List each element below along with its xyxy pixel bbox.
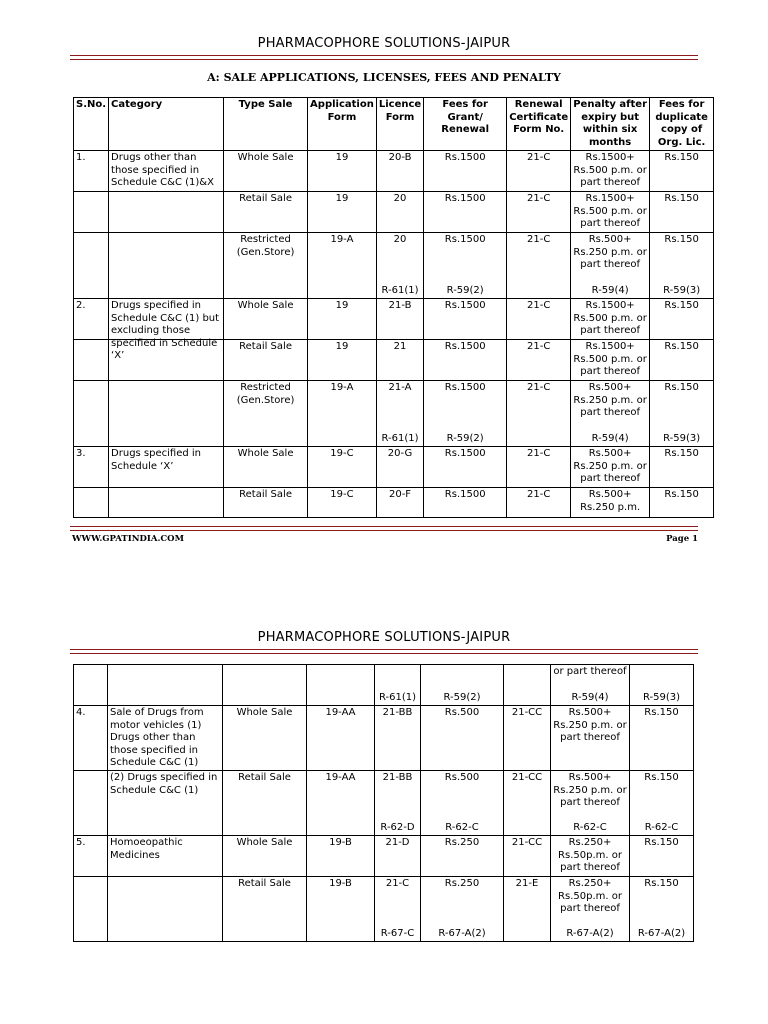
renewal-form-cell-text: 21-C: [526, 448, 551, 459]
application-form-cell-text: 19-B: [329, 878, 352, 889]
table-row: [74, 192, 714, 233]
fee-cell-text: Rs.250: [444, 837, 480, 848]
fee-cell-text: Rs.1500: [444, 193, 486, 204]
rule-reference: R-62-C: [644, 821, 679, 833]
type-sale-cell-text: Whole Sale: [237, 152, 294, 163]
duplicate-fee-cell: [650, 299, 714, 340]
penalty-cell-text: Rs.500+ Rs.250 p.m.: [580, 489, 641, 513]
application-form-cell: [308, 340, 377, 381]
fee-cell-text: Rs.500: [444, 707, 480, 718]
sno-cell: [74, 233, 109, 299]
fee-cell: [421, 877, 504, 942]
application-form-cell: [308, 299, 377, 340]
duplicate-fee-cell: [630, 877, 694, 942]
application-form-cell-text: 19-AA: [325, 772, 356, 783]
renewal-form-cell: [507, 233, 571, 299]
fee-cell-text: Rs.1500: [444, 448, 486, 459]
penalty-cell-text: Rs.1500+ Rs.500 p.m. or part thereof: [573, 300, 647, 336]
sno-cell: [74, 836, 108, 877]
penalty-cell-text: Rs.500+ Rs.250 p.m. or part thereof: [573, 234, 647, 270]
type-sale-cell-text: Whole Sale: [236, 837, 293, 848]
penalty-cell: [571, 233, 650, 299]
category-cell: [108, 836, 223, 877]
sno-cell: [74, 447, 109, 488]
type-sale-cell-text: Whole Sale: [236, 707, 293, 718]
type-sale-cell-text: Restricted (Gen.Store): [236, 234, 295, 258]
fee-cell: [424, 233, 507, 299]
type-sale-cell: [223, 706, 307, 771]
fee-cell: [424, 192, 507, 233]
rule-reference: R-67-C: [380, 927, 415, 939]
penalty-cell-text: Rs.250+ Rs.50p.m. or part thereof: [558, 837, 622, 873]
licence-form-cell-text: 21-BB: [382, 772, 413, 783]
type-sale-cell-text: Retail Sale: [238, 878, 291, 889]
sno-cell: [74, 151, 109, 192]
type-sale-cell-text: Retail Sale: [239, 341, 292, 352]
penalty-cell-text: Rs.500+ Rs.250 p.m. or part thereof: [553, 772, 627, 808]
col-fees: Fees for Grant/ Renewal: [424, 98, 507, 151]
table-row: [74, 706, 694, 771]
fee-cell: [421, 836, 504, 877]
application-form-cell: [307, 836, 375, 877]
type-sale-cell: [223, 877, 307, 942]
renewal-form-cell-text: 21-C: [526, 300, 551, 311]
footer-rule: [70, 526, 698, 531]
type-sale-cell-text: Retail Sale: [239, 193, 292, 204]
application-form-cell-text: 19-C: [330, 489, 354, 500]
renewal-form-cell-text: 21-C: [526, 152, 551, 163]
duplicate-fee-cell: [650, 151, 714, 192]
category-cell-text: Drugs specified in Schedule C&C (1) but excluding those specified in Schedule ‘X’: [111, 300, 220, 361]
duplicate-fee-cell-text: Rs.150: [664, 341, 699, 352]
table-row: [74, 299, 714, 340]
type-sale-cell: [224, 299, 308, 340]
application-form-cell: [308, 447, 377, 488]
sno-cell: [74, 381, 109, 447]
duplicate-fee-cell-text: Rs.150: [664, 300, 699, 311]
type-sale-cell-text: Whole Sale: [237, 300, 294, 311]
penalty-cell-text: Rs.250+ Rs.50p.m. or part thereof: [558, 878, 622, 914]
application-form-cell-text: 19-A: [330, 234, 354, 245]
col-category: Category: [109, 98, 224, 151]
duplicate-fee-cell: [650, 192, 714, 233]
table-row: [74, 381, 714, 447]
fee-cell-text: Rs.1500: [444, 489, 486, 500]
application-form-cell-text: 19: [335, 300, 349, 311]
renewal-form-cell: [504, 771, 551, 836]
application-form-cell-text: 19: [335, 341, 349, 352]
fee-cell: [424, 299, 507, 340]
licence-form-cell-text: 21-D: [385, 837, 410, 848]
penalty-cell: [571, 340, 650, 381]
category-cell: [108, 771, 223, 836]
footer-page-number: Page 1: [666, 534, 698, 544]
section-title: A: SALE APPLICATIONS, LICENSES, FEES AND PENALTY: [207, 71, 561, 84]
type-sale-cell-text: Whole Sale: [237, 448, 294, 459]
rule-reference: R-59(3): [663, 432, 701, 444]
licence-form-cell-text: 21-BB: [382, 707, 413, 718]
licence-form-cell: [375, 836, 421, 877]
table-header-row: [74, 98, 714, 151]
duplicate-fee-cell: [650, 447, 714, 488]
category-cell: [109, 488, 224, 518]
licence-form-cell: [376, 299, 423, 340]
renewal-form-cell: [507, 340, 571, 381]
rule-reference: R-67-A(2): [637, 927, 686, 939]
duplicate-fee-cell: [630, 665, 694, 706]
duplicate-fee-cell-text: Rs.150: [644, 772, 679, 783]
sno-cell: [74, 192, 109, 233]
category-cell-text: Drugs other than those specified in Schedule C&C (1)&X: [111, 152, 214, 188]
licence-form-cell: [376, 151, 423, 192]
fee-cell-text: Rs.500: [444, 772, 480, 783]
duplicate-fee-cell-text: Rs.150: [664, 448, 699, 459]
sno-cell-text: 1.: [76, 152, 86, 163]
renewal-form-cell: [504, 665, 551, 706]
licence-form-cell-text: 20-G: [387, 448, 413, 459]
application-form-cell: [308, 488, 377, 518]
duplicate-fee-cell-text: Rs.150: [644, 707, 679, 718]
col-type-sale: Type Sale: [224, 98, 308, 151]
col-licence-form: Licence Form: [376, 98, 423, 151]
renewal-form-cell-text: 21-CC: [511, 772, 543, 783]
table-row: [74, 151, 714, 192]
sno-cell: [74, 299, 109, 340]
table-row: [74, 836, 694, 877]
duplicate-fee-cell: [630, 706, 694, 771]
header-rule: [70, 55, 698, 60]
application-form-cell: [307, 665, 375, 706]
renewal-form-cell: [504, 706, 551, 771]
renewal-form-cell: [507, 381, 571, 447]
licence-form-cell-text: 20-B: [388, 152, 412, 163]
duplicate-fee-cell: [630, 771, 694, 836]
category-cell: [108, 706, 223, 771]
fee-cell: [424, 447, 507, 488]
type-sale-cell-text: Retail Sale: [238, 772, 291, 783]
application-form-cell: [308, 233, 377, 299]
category-cell: [109, 340, 224, 381]
category-cell: [108, 665, 223, 706]
application-form-cell: [307, 877, 375, 942]
table-row: [74, 665, 694, 706]
licence-form-cell-text: 20: [393, 234, 407, 245]
penalty-cell-text: Rs.1500+ Rs.500 p.m. or part thereof: [573, 193, 647, 229]
rule-reference: R-62-C: [445, 821, 479, 833]
type-sale-cell-text: Restricted (Gen.Store): [236, 382, 295, 406]
rule-reference: R-67-A(2): [438, 927, 486, 939]
duplicate-fee-cell: [650, 488, 714, 518]
licence-form-cell: [375, 706, 421, 771]
fee-cell-text: Rs.1500: [444, 300, 486, 311]
duplicate-fee-cell-text: Rs.150: [664, 489, 699, 500]
penalty-cell: [551, 836, 630, 877]
rule-reference: R-62-C: [573, 821, 607, 833]
penalty-cell: [571, 299, 650, 340]
fee-cell: [421, 771, 504, 836]
sno-cell: [74, 488, 109, 518]
sno-cell: [74, 340, 109, 381]
duplicate-fee-cell: [630, 836, 694, 877]
licence-form-cell: [375, 665, 421, 706]
sno-cell: [74, 771, 108, 836]
penalty-cell-text: Rs.500+ Rs.250 p.m. or part thereof: [553, 707, 627, 743]
licence-form-cell: [375, 771, 421, 836]
renewal-form-cell-text: 21-C: [526, 382, 551, 393]
licence-form-cell-text: 21-C: [385, 878, 410, 889]
duplicate-fee-cell-text: Rs.150: [664, 193, 699, 204]
penalty-cell-text: Rs.1500+ Rs.500 p.m. or part thereof: [573, 341, 647, 377]
footer-website: WWW.GPATINDIA.COM: [72, 534, 184, 544]
renewal-form-cell: [507, 447, 571, 488]
page-header: PHARMACOPHORE SOLUTIONS-JAIPUR: [257, 36, 511, 51]
category-cell: [108, 877, 223, 942]
penalty-cell: [571, 192, 650, 233]
renewal-form-cell-text: 21-C: [526, 193, 551, 204]
sno-cell: [74, 706, 108, 771]
type-sale-cell: [224, 381, 308, 447]
application-form-cell: [307, 706, 375, 771]
rule-reference: R-59(4): [591, 284, 629, 296]
category-cell: [109, 192, 224, 233]
category-cell: [109, 299, 224, 361]
type-sale-cell: [224, 447, 308, 488]
page2-header: PHARMACOPHORE SOLUTIONS-JAIPUR: [257, 630, 511, 645]
fee-cell-text: Rs.1500: [444, 234, 486, 245]
application-form-cell-text: 19-B: [329, 837, 352, 848]
application-form-cell-text: 19: [335, 152, 349, 163]
fee-cell: [424, 381, 507, 447]
sno-cell-text: 4.: [76, 707, 86, 718]
penalty-cell: [551, 877, 630, 942]
table-row: [74, 447, 714, 488]
rule-reference: R-59(2): [443, 691, 481, 703]
col-penalty: Penalty after expiry but within six months: [571, 98, 650, 151]
penalty-cell: [571, 151, 650, 192]
fee-cell: [421, 665, 504, 706]
rule-reference: R-59(2): [446, 432, 484, 444]
application-form-cell-text: 19-A: [330, 382, 354, 393]
table-row: [74, 340, 714, 381]
category-cell: [109, 151, 224, 192]
penalty-cell-text: Rs.500+ Rs.250 p.m. or part thereof: [573, 448, 647, 484]
duplicate-fee-cell: [650, 381, 714, 447]
application-form-cell-text: 19: [335, 193, 349, 204]
licence-table: [73, 97, 714, 518]
renewal-form-cell: [507, 151, 571, 192]
duplicate-fee-cell-text: Rs.150: [664, 382, 699, 393]
category-cell: [109, 447, 224, 488]
penalty-cell: [551, 665, 630, 706]
col-duplicate-fee: Fees for duplicate copy of Org. Lic.: [650, 98, 714, 151]
type-sale-cell: [224, 151, 308, 192]
category-cell-text: Sale of Drugs from motor vehicles (1) Drugs other than those specified in Schedule C&C (1): [110, 707, 204, 768]
fee-cell: [421, 706, 504, 771]
sno-cell-text: 3.: [76, 448, 86, 459]
renewal-form-cell: [504, 877, 551, 942]
category-cell-text: Homoeopathic Medicines: [110, 837, 183, 861]
renewal-form-cell: [507, 192, 571, 233]
fee-cell-text: Rs.1500: [444, 382, 486, 393]
sno-cell-text: 2.: [76, 300, 86, 311]
licence-form-cell-text: 20-F: [388, 489, 412, 500]
fee-cell: [424, 340, 507, 381]
rule-reference: R-59(3): [663, 284, 701, 296]
licence-form-cell-text: 21-B: [388, 300, 412, 311]
application-form-cell-text: 19-AA: [325, 707, 356, 718]
rule-reference: R-61(1): [381, 284, 419, 296]
table-row: [74, 233, 714, 299]
type-sale-cell: [223, 665, 307, 706]
type-sale-cell: [224, 488, 308, 518]
penalty-cell: [551, 771, 630, 836]
licence-form-cell: [376, 447, 423, 488]
fee-cell-text: Rs.250: [444, 878, 480, 889]
rule-reference: R-61(1): [381, 432, 419, 444]
penalty-cell-text: or part thereof: [553, 666, 627, 677]
type-sale-cell: [223, 836, 307, 877]
rule-reference: R-59(3): [642, 691, 681, 703]
type-sale-cell-text: Retail Sale: [239, 489, 292, 500]
sno-cell: [74, 665, 108, 706]
licence-form-cell: [376, 488, 423, 518]
page2-header-rule: [70, 649, 698, 654]
renewal-form-cell: [507, 299, 571, 340]
type-sale-cell: [224, 233, 308, 299]
rule-reference: R-62-D: [380, 821, 415, 833]
licence-form-cell: [375, 877, 421, 942]
duplicate-fee-cell-text: Rs.150: [644, 837, 679, 848]
penalty-cell-text: Rs.1500+ Rs.500 p.m. or part thereof: [573, 152, 647, 188]
rule-reference: R-59(4): [571, 691, 609, 703]
rule-reference: R-59(4): [591, 432, 629, 444]
renewal-form-cell-text: 21-C: [526, 234, 551, 245]
category-cell: [109, 233, 224, 299]
licence-form-cell: [376, 340, 423, 381]
rule-reference: R-61(1): [378, 691, 417, 703]
licence-form-cell-text: 21-A: [388, 382, 412, 393]
renewal-form-cell-text: 21-CC: [511, 837, 543, 848]
duplicate-fee-cell-text: Rs.150: [664, 152, 699, 163]
application-form-cell: [307, 771, 375, 836]
category-cell: [109, 381, 224, 447]
fee-cell-text: Rs.1500: [444, 152, 486, 163]
rule-reference: R-59(2): [446, 284, 484, 296]
licence-form-cell: [376, 233, 423, 299]
renewal-form-cell: [504, 836, 551, 877]
type-sale-cell: [224, 340, 308, 381]
type-sale-cell: [224, 192, 308, 233]
renewal-form-cell-text: 21-C: [526, 341, 551, 352]
duplicate-fee-cell: [650, 340, 714, 381]
renewal-form-cell-text: 21-E: [515, 878, 539, 889]
renewal-form-cell-text: 21-CC: [511, 707, 543, 718]
duplicate-fee-cell: [650, 233, 714, 299]
licence-form-cell: [376, 192, 423, 233]
penalty-cell: [571, 447, 650, 488]
renewal-form-cell-text: 21-C: [526, 489, 551, 500]
category-cell-text: (2) Drugs specified in Schedule C&C (1): [110, 772, 218, 796]
renewal-form-cell: [507, 488, 571, 518]
application-form-cell: [308, 381, 377, 447]
fee-cell: [424, 488, 507, 518]
table-row: [74, 488, 714, 518]
table-row: [74, 771, 694, 836]
licence-form-cell-text: 21: [393, 341, 407, 352]
licence-form-cell-text: 20: [393, 193, 407, 204]
rule-reference: R-67-A(2): [566, 927, 614, 939]
type-sale-cell: [223, 771, 307, 836]
sno-cell-text: 5.: [76, 837, 86, 848]
licence-form-cell: [376, 381, 423, 447]
category-cell-text: Drugs specified in Schedule ‘X’: [111, 448, 202, 472]
application-form-cell-text: 19-C: [330, 448, 354, 459]
licence-table-continued: [73, 664, 694, 942]
fee-cell: [424, 151, 507, 192]
application-form-cell: [308, 192, 377, 233]
duplicate-fee-cell-text: Rs.150: [644, 878, 679, 889]
col-renewal-cert: Renewal Certificate Form No.: [507, 98, 571, 151]
fee-cell-text: Rs.1500: [444, 341, 486, 352]
duplicate-fee-cell-text: Rs.150: [664, 234, 699, 245]
application-form-cell: [308, 151, 377, 192]
sno-cell: [74, 877, 108, 942]
penalty-cell: [571, 381, 650, 447]
penalty-cell-text: Rs.500+ Rs.250 p.m. or part thereof: [573, 382, 647, 418]
penalty-cell: [571, 488, 650, 518]
penalty-cell: [551, 706, 630, 771]
col-application-form: Application Form: [308, 98, 377, 151]
col-sno: S.No.: [74, 98, 109, 151]
table-row: [74, 877, 694, 942]
